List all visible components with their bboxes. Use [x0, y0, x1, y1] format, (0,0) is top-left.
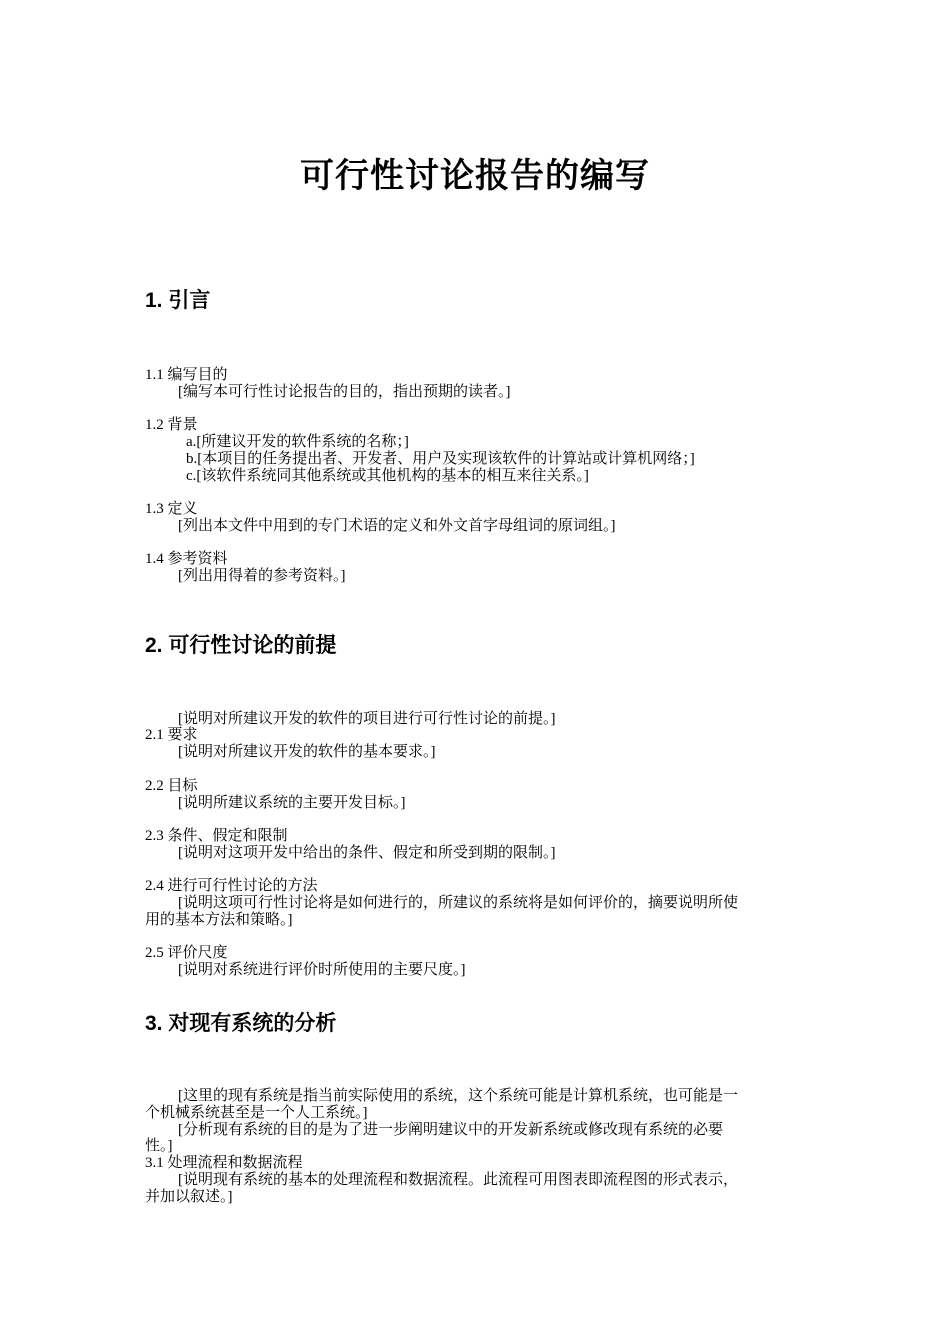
section-intro-2: [说明对所建议开发的软件的项目进行可行性讨论的前提。]: [178, 711, 556, 727]
subsection-label-2-3: 2.3 条件、假定和限制: [145, 828, 288, 844]
subsection-text-2-4-line2: 用的基本方法和策略。]: [145, 912, 293, 928]
subsection-text-1-1: [编写本可行性讨论报告的目的，指出预期的读者。]: [178, 384, 511, 400]
document-title: 可行性讨论报告的编写: [300, 157, 650, 195]
subsection-text-2-3: [说明对这项开发中给出的条件、假定和所受到期的限制。]: [178, 845, 556, 861]
subsection-text-2-1: [说明对所建议开发的软件的基本要求。]: [178, 744, 436, 760]
subsection-label-2-2: 2.2 目标: [145, 778, 198, 794]
section-heading-3: 3. 对现有系统的分析: [145, 1012, 337, 1035]
subsection-label-1-3: 1.3 定义: [145, 501, 198, 517]
subsection-text-2-4-line1: [说明这项可行性讨论将是如何进行的，所建议的系统将是如何评价的，摘要说明所使: [178, 895, 738, 911]
subsection-label-2-5: 2.5 评价尺度: [145, 945, 228, 961]
subsection-label-2-4: 2.4 进行可行性讨论的方法: [145, 878, 318, 894]
subsection-text-1-4: [列出用得着的参考资料。]: [178, 568, 346, 584]
subsection-label-1-1: 1.1 编写目的: [145, 367, 228, 383]
subsection-text-3-1-line2: 并加以叙述。]: [145, 1189, 233, 1205]
subsection-label-2-1: 2.1 要求: [145, 727, 198, 743]
subsection-label-1-2: 1.2 背景: [145, 417, 198, 433]
subsection-text-3-1-line1: [说明现有系统的基本的处理流程和数据流程。此流程可用图表即流程图的形式表示，: [178, 1172, 738, 1188]
subsection-label-1-4: 1.4 参考资料: [145, 551, 228, 567]
section-3-para2-line2: 性。]: [145, 1138, 173, 1154]
section-heading-2: 2. 可行性讨论的前提: [145, 634, 337, 657]
subsection-text-2-5: [说明对系统进行评价时所使用的主要尺度。]: [178, 962, 466, 978]
list-item-1-2-a: a.[所建议开发的软件系统的名称；]: [186, 434, 409, 450]
section-3-para1-line2: 个机械系统甚至是一个人工系统。]: [145, 1105, 368, 1121]
list-item-1-2-b: b.[本项目的任务提出者、开发者、用户及实现该软件的计算站或计算机网络；]: [186, 451, 695, 467]
subsection-label-3-1: 3.1 处理流程和数据流程: [145, 1155, 303, 1171]
subsection-text-2-2: [说明所建议系统的主要开发目标。]: [178, 795, 406, 811]
list-item-1-2-c: c.[该软件系统同其他系统或其他机构的基本的相互来往关系。]: [186, 468, 589, 484]
subsection-text-1-3: [列出本文件中用到的专门术语的定义和外文首字母组词的原词组。]: [178, 518, 616, 534]
section-heading-1: 1. 引言: [145, 289, 211, 312]
section-3-para1-line1: [这里的现有系统是指当前实际使用的系统，这个系统可能是计算机系统，也可能是一: [178, 1088, 738, 1104]
section-3-para2-line1: [分析现有系统的目的是为了进一步阐明建议中的开发新系统或修改现有系统的必要: [178, 1122, 723, 1138]
